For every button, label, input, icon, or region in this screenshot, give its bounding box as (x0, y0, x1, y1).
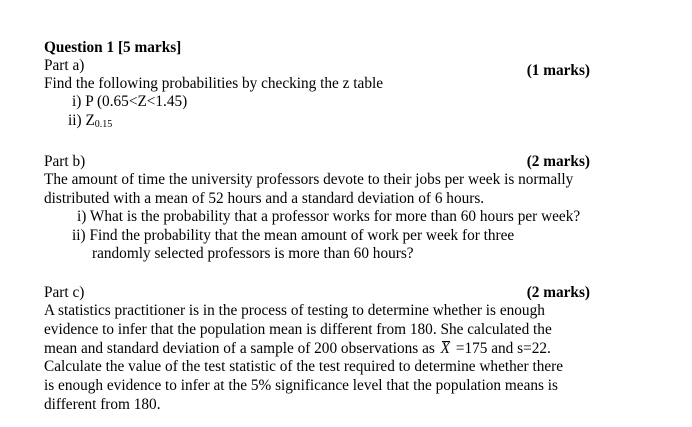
part-c-line-6: different from 180. (44, 396, 161, 413)
part-b-item-2-continued: randomly selected professors is more than 60 hours? (92, 245, 414, 262)
question-title: Question 1 [5 marks] (44, 39, 182, 56)
item-text: Find the probability that the mean amount of work per week for three (89, 227, 515, 244)
item-text: Z (85, 112, 95, 129)
part-b-line-2: distributed with a mean of 52 hours and a standard deviation of 6 hours. (44, 190, 485, 207)
part-c-line-1: A statistics practitioner is in the process of testing to determine whether is enough (44, 302, 545, 319)
item-text: What is the probability that a professor works for more than 60 hours per week? (89, 208, 581, 225)
line-text: mean and standard deviation of a sample of 200 observations as (44, 340, 439, 357)
part-c-line-2: evidence to infer that the population mean is different from 180. She calculated the (44, 321, 552, 338)
part-c-line-3 (44, 340, 551, 358)
part-c-line-5: is enough evidence to infer at the 5% significance level that the population means is (44, 377, 558, 394)
part-b-item-1 (77, 208, 580, 226)
part-c-line-4: Calculate the value of the test statistic of the test required to determine whether there (44, 358, 564, 375)
item-number: ii) (72, 227, 86, 244)
part-a-marks: (1 marks) (526, 62, 590, 79)
item-text: P (0.65<Z<1.45) (85, 93, 188, 110)
part-b-marks: (2 marks) (526, 153, 590, 170)
item-subscript: 0.15 (94, 119, 113, 130)
part-a-label: Part a) (44, 57, 85, 74)
item-number: i) (77, 208, 87, 225)
item-number: i) (72, 93, 82, 110)
line-text: =175 and s=22. (452, 340, 551, 357)
part-a-item-1 (72, 93, 187, 111)
part-a-instruction: Find the following probabilities by checking the z table (44, 75, 384, 92)
part-c-label: Part c) (44, 284, 85, 301)
part-b-item-2 (72, 227, 514, 245)
item-number: ii) (68, 112, 82, 129)
part-c-marks: (2 marks) (526, 284, 590, 301)
part-b-line-1: The amount of time the university professors devote to their jobs per week is normally (44, 171, 574, 188)
x-bar-symbol: X (440, 340, 450, 357)
part-b-label: Part b) (44, 153, 86, 170)
part-a-item-2 (68, 112, 112, 132)
